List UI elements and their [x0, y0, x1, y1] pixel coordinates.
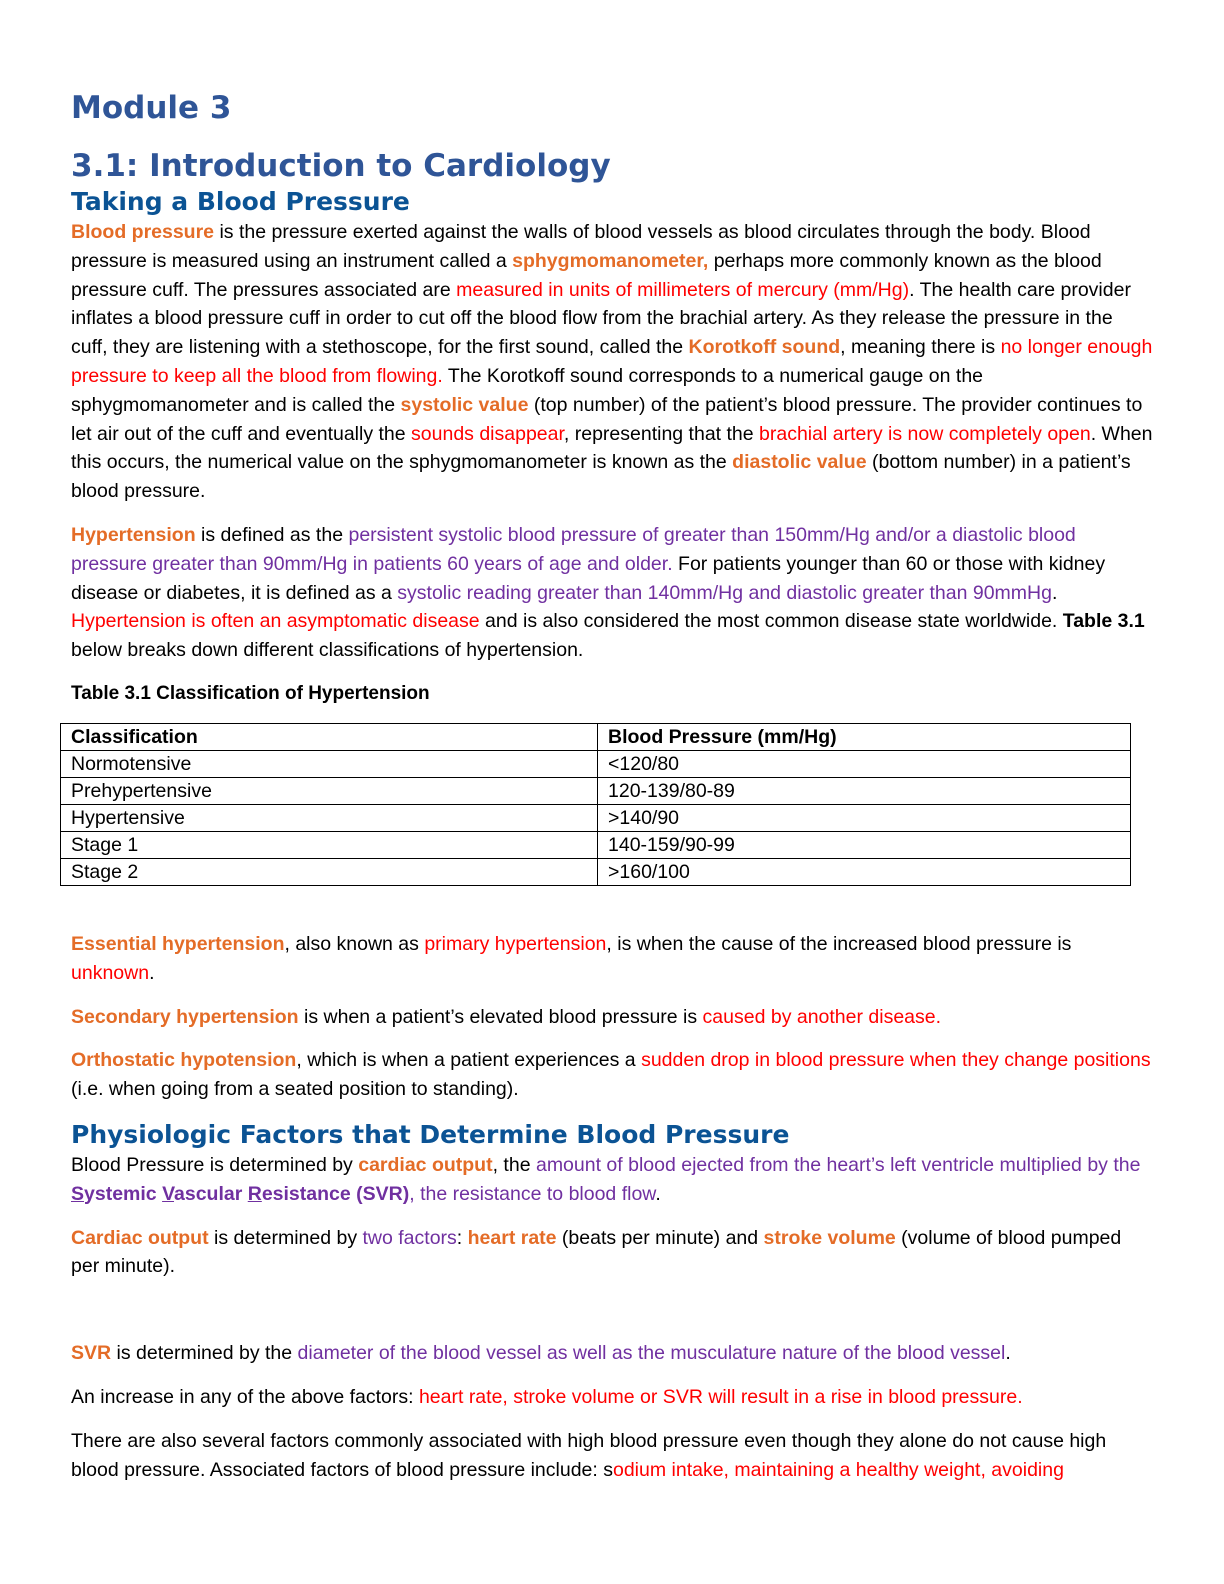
- text-run: Essential hypertension: [71, 932, 285, 955]
- text-run: The Korotkoff sound corresponds to a numerical gauge on the sphygmomanometer and is called the: [71, 364, 989, 416]
- text-run: .: [655, 1182, 661, 1205]
- text-run: SVR: [71, 1342, 112, 1365]
- paragraph-secondary-hypertension: [71, 1003, 1153, 1032]
- subsection-heading-physiologic-factors: Physiologic Factors that Determine Blood Pressure: [71, 1119, 790, 1149]
- text-run: Table 3.1: [1062, 610, 1145, 633]
- paragraph-cardiac-output-factors: [71, 1224, 1153, 1282]
- text-run: primary hypertension: [424, 932, 607, 955]
- text-run: , which is when a patient experiences a: [296, 1049, 642, 1072]
- subsection-heading-taking-bp: Taking a Blood Pressure: [71, 187, 410, 216]
- text-run: , representing that the: [563, 422, 760, 445]
- table-cell: 120-139/80-89: [598, 777, 1131, 804]
- text-run: ystemic: [84, 1182, 163, 1205]
- text-run: amount of blood ejected from the heart’s left ventricle multiplied by the: [535, 1153, 1146, 1176]
- text-run: esistance (SVR): [261, 1182, 410, 1205]
- text-run: sphygmomanometer,: [512, 249, 709, 272]
- text-run: (beats per minute) and: [556, 1226, 764, 1249]
- text-run: V: [162, 1182, 175, 1205]
- text-run: heart rate: [467, 1226, 557, 1249]
- text-run: is determined by the: [111, 1342, 298, 1365]
- table-cell: >160/100: [598, 858, 1131, 885]
- table-row: [61, 858, 1131, 885]
- text-run: :: [456, 1226, 468, 1249]
- table-cell: Prehypertensive: [61, 777, 598, 804]
- text-run: Hypertension is often an asymptomatic disease: [71, 610, 480, 633]
- text-run: .: [1051, 581, 1063, 604]
- text-run: .: [1005, 1342, 1011, 1365]
- text-run: R: [247, 1182, 262, 1205]
- text-run: Korotkoff sound: [688, 336, 841, 359]
- document-body: [71, 88, 1158, 1499]
- text-run: Blood pressure: [71, 221, 215, 243]
- text-run: , the: [492, 1153, 536, 1176]
- table-caption: Table 3.1 Classification of Hypertension: [71, 682, 430, 704]
- text-run: perhaps more commonly known as the blood pressure cuff. The pressures associated are: [71, 249, 1108, 301]
- header-blood-pressure: Blood Pressure (mm/Hg): [598, 723, 1131, 750]
- text-run: . The health care provider inflates a blood pressure cuff in order to cut off the blood flow from the brachial artery. As they release the pressure in the cuff, they are listening with a stethoscope, for the first sound, called the: [71, 278, 1137, 359]
- paragraph-hypertension: [71, 521, 1153, 665]
- text-run: caused by another disease.: [702, 1005, 942, 1028]
- text-run: no longer enough pressure to keep all the blood from flowing.: [71, 336, 1158, 387]
- text-run: Orthostatic hypotension: [71, 1049, 297, 1072]
- table-cell: 140-159/90-99: [598, 831, 1131, 858]
- text-run: (volume of blood pumped per minute).: [71, 1226, 1127, 1278]
- text-run: , meaning there is: [840, 336, 1001, 359]
- text-run: brachial artery is now completely open: [759, 422, 1091, 445]
- hypertension-classification-table: [60, 723, 1131, 886]
- text-run: diastolic value: [732, 451, 867, 474]
- text-run: , the resistance to blood flow: [409, 1182, 656, 1205]
- table-cell: Stage 1: [61, 831, 598, 858]
- paragraph-cardiac-output-svr: [71, 1151, 1153, 1209]
- paragraph-orthostatic-hypotension: [71, 1046, 1156, 1104]
- text-run: sounds disappear: [411, 422, 564, 445]
- text-run: , is when the cause of the increased blood pressure is: [606, 932, 1077, 955]
- paragraph-increase-factors: [71, 1383, 1153, 1412]
- paragraph-blood-pressure: [71, 218, 1158, 506]
- table-row: [61, 750, 1131, 777]
- text-run: sudden drop in blood pressure when they change positions: [641, 1049, 1151, 1072]
- text-run: is the pressure exerted against the walls of blood vessels as blood circulates through the body. Blood pressure is measured using an instrument called a: [71, 221, 1097, 272]
- text-run: heart rate, stroke volume or SVR will result in a rise in blood pressure.: [418, 1385, 1023, 1408]
- text-run: diameter of the blood vessel as well as the musculature nature of the blood vessel: [297, 1342, 1006, 1365]
- text-run: Hypertension: [71, 523, 196, 546]
- text-run: unknown: [71, 961, 150, 984]
- text-run: ascular: [174, 1182, 248, 1205]
- text-run: odium intake, maintaining a healthy weight, avoiding: [612, 1458, 1064, 1481]
- paragraph-associated-factors: [71, 1427, 1153, 1485]
- paragraph-svr: [71, 1339, 1153, 1368]
- text-run: is when a patient’s elevated blood pressure is: [298, 1005, 703, 1028]
- text-run: .: [149, 961, 155, 984]
- text-run: is defined as the: [195, 523, 349, 546]
- section-title: 3.1: Introduction to Cardiology: [71, 148, 611, 184]
- table-row: [61, 804, 1131, 831]
- text-run: stroke volume: [763, 1226, 896, 1249]
- text-run: , also known as: [284, 932, 425, 955]
- spacer: [71, 1296, 1153, 1339]
- table-cell: Hypertensive: [61, 804, 598, 831]
- module-title: Module 3: [71, 90, 232, 126]
- text-run: Secondary hypertension: [71, 1005, 299, 1028]
- text-run: persistent systolic blood pressure of greater than 150mm/Hg and/or a diastolic blood pressure greater than 90mm/Hg in patients 60 years of age and older.: [71, 523, 1082, 575]
- table-row: [61, 831, 1131, 858]
- header-classification: Classification: [61, 723, 598, 750]
- text-run: Blood Pressure is determined by: [71, 1153, 359, 1176]
- table-cell: Normotensive: [61, 750, 598, 777]
- spacer: [71, 886, 1153, 930]
- text-run: systolic value: [400, 393, 529, 416]
- text-run: (i.e. when going from a seated position to standing).: [71, 1049, 1156, 1101]
- text-run: systolic reading greater than 140mm/Hg and diastolic greater than 90mmHg: [397, 581, 1052, 604]
- text-run: cardiac output: [358, 1153, 493, 1176]
- table-cell: >140/90: [598, 804, 1131, 831]
- text-run: and is also considered the most common disease state worldwide.: [479, 610, 1063, 633]
- table-row: [61, 777, 1131, 804]
- text-run: below breaks down different classifications of hypertension.: [71, 610, 1151, 662]
- text-run: is determined by: [208, 1226, 363, 1249]
- text-run: Cardiac output: [71, 1226, 209, 1249]
- paragraph-essential-hypertension: [71, 930, 1153, 988]
- text-run: two factors: [362, 1226, 457, 1249]
- text-run: measured in units of millimeters of mercury (mm/Hg): [456, 278, 910, 301]
- text-run: (top number) of the patient’s blood pressure. The provider continues to let air out of the cuff and eventually the: [71, 393, 1148, 445]
- table-cell: Stage 2: [61, 858, 598, 885]
- text-run: (bottom number) in a patient’s blood pressure.: [71, 451, 1137, 503]
- text-run: For patients younger than 60 or those with kidney disease or diabetes, it is defined as a: [71, 552, 1111, 604]
- text-run: S: [71, 1182, 85, 1205]
- table-header-row: [61, 723, 1131, 750]
- table-cell: <120/80: [598, 750, 1131, 777]
- text-run: An increase in any of the above factors:: [71, 1385, 419, 1408]
- text-run: . When this occurs, the numerical value on the sphygmomanometer is known as the: [71, 422, 1158, 474]
- text-run: There are also several factors commonly associated with high blood pressure even though they alone do not cause high blood pressure. Associated factors of blood pressure include: s: [71, 1429, 1112, 1481]
